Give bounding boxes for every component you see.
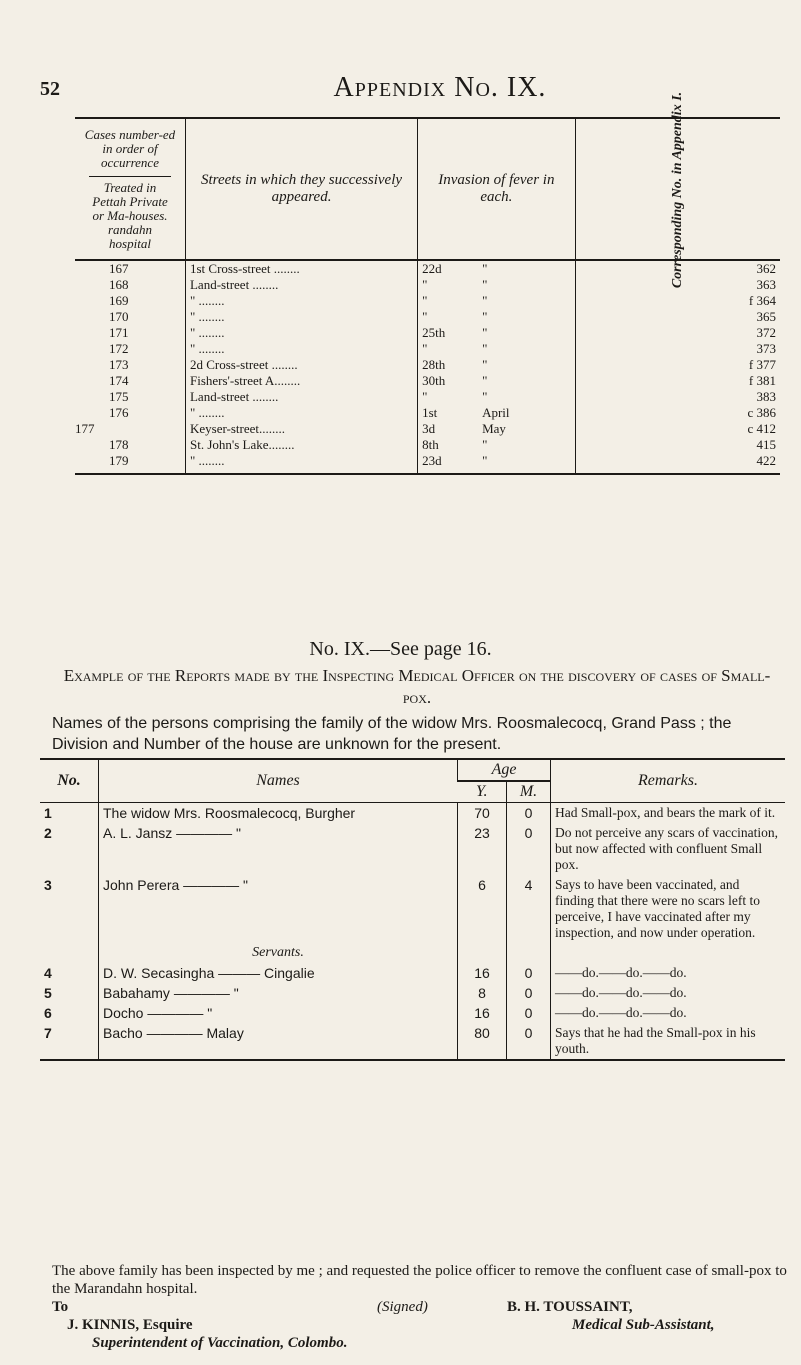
corresponding-cell: 365 [575,309,780,325]
person-number: 7 [40,1023,99,1060]
case-row [75,437,780,453]
invasion-day: " [422,309,428,324]
servants-no-cell [40,943,99,963]
invasion-month: " [482,357,488,372]
corresponding-cell: 363 [575,277,780,293]
caption: No. IX.—See page 16. [309,638,492,660]
invasion-day: 8th [422,437,439,452]
family-table [40,758,785,1061]
months-header: M. [507,781,551,803]
invasion-month: " [482,389,488,404]
invasion-header: Invasion of fever in each. [418,118,576,260]
age-months: 0 [507,1023,551,1060]
invasion-cell [418,373,576,389]
age-years: 16 [458,1003,507,1023]
invasion-cell [418,421,576,437]
street-cell: 2d Cross-street ........ [185,357,417,373]
private-case-number: 177 [75,421,95,436]
corresponding-cell: c 412 [575,421,780,437]
case-number: 169 [109,293,129,308]
invasion-cell [418,357,576,373]
invasion-cell [418,260,576,277]
person-name: D. W. Secasingha ——— Cingalie [99,963,458,983]
cases-header-order: Cases number-ed in order of occurrence [84,126,176,170]
intro-text: Names of the persons comprising the family of the widow Mrs. Roosmalecocq, Grand Pass ; the Division and Number of the house are unknown for the present. [52,715,732,753]
running-title: Appendix No. IX. [333,72,547,103]
signer-title: Medical Sub-Assistant, [572,1317,715,1333]
person-name: Docho ———— " [99,1003,458,1023]
person-number: 2 [44,825,52,841]
case-number-cell [75,421,185,437]
invasion-cell [418,277,576,293]
invasion-cell [418,453,576,474]
invasion-day: 1st [422,405,438,420]
case-row [75,421,780,437]
remarks-header: Remarks. [551,759,786,803]
street-cell: 1st Cross-street ........ [185,260,417,277]
family-row [40,875,785,943]
case-number-cell [75,260,185,277]
corresponding-header-text: Corresponding No. in Appendix I. [669,91,685,288]
no-header: No. [40,759,99,803]
age-years: 16 [458,963,507,983]
remarks: ——do.——do.——do. [551,963,786,983]
page-header [40,70,780,110]
person-number: 3 [44,877,52,893]
corresponding-cell: 362 [575,260,780,277]
signed-label: (Signed) [377,1299,428,1315]
street-cell: Fishers'-street A........ [185,373,417,389]
case-number-cell [75,309,185,325]
case-row [75,373,780,389]
years-header: Y. [458,781,507,803]
footer-text: The above family has been inspected by me ; and requested the police officer to remove the confluent case of small-pox to the Marandahn hospital. [52,1263,787,1297]
cases-table [75,91,780,475]
to-label: To [52,1299,69,1315]
corresponding-cell: 422 [575,453,780,474]
invasion-month: " [482,277,488,292]
servants-y-cell [458,943,507,963]
family-row [40,803,785,824]
invasion-day: 3d [422,421,436,436]
invasion-cell [418,389,576,405]
case-number: 174 [109,373,129,388]
remarks: ——do.——do.——do. [551,983,786,1003]
corresponding-cell: 372 [575,325,780,341]
corresponding-cell: c 386 [575,405,780,421]
corresponding-cell: f 364 [575,293,780,309]
case-number-cell [75,437,185,453]
invasion-month: May [482,421,506,436]
servants-label: Servants. [99,943,458,963]
invasion-month: " [482,341,488,356]
invasion-cell [418,325,576,341]
case-number: 168 [109,277,129,292]
street-cell: Land-street ........ [185,389,417,405]
family-row [40,983,785,1003]
person-name: A. L. Jansz ———— " [99,823,458,875]
age-years: 70 [458,803,507,824]
age-months: 0 [507,963,551,983]
invasion-day: " [422,277,428,292]
invasion-month: " [482,293,488,308]
age-months: 4 [507,875,551,943]
case-row [75,309,780,325]
street-cell: " ........ [185,453,417,474]
case-row [75,325,780,341]
cases-header-treated: Treated in Pettah Private or Ma-houses. randahn hospital [89,176,171,251]
person-name: John Perera ———— " [99,875,458,943]
street-cell: " ........ [185,293,417,309]
invasion-day: " [422,293,428,308]
case-number-cell [75,341,185,357]
invasion-day: 22d [422,261,442,276]
remarks: Says to have been vaccinated, and finding that there were no scars left to perceive, I have vaccinated after my inspection, and now under operation. [551,875,786,943]
case-number: 173 [109,357,129,372]
address-line [52,1316,787,1334]
case-row [75,357,780,373]
names-header: Names [99,759,458,803]
case-number: 178 [109,437,129,452]
street-cell: " ........ [185,309,417,325]
family-row [40,1023,785,1060]
corresponding-cell: 373 [575,341,780,357]
invasion-cell [418,437,576,453]
invasion-month: " [482,437,488,452]
invasion-day: 28th [422,357,446,372]
case-number-cell [75,277,185,293]
addressee-title: Superintendent of Vaccination, Colombo. [92,1335,348,1351]
age-months: 0 [507,1003,551,1023]
page-number: 52 [40,78,60,100]
person-name: Bacho ———— Malay [99,1023,458,1060]
example-title: Example of the Reports made by the Inspecting Medical Officer on the discovery of cases of Small-pox. [63,666,771,707]
person-number: 4 [44,965,52,981]
streets-header: Streets in which they successively appeared. [185,118,417,260]
corresponding-cell: 383 [575,389,780,405]
remarks: ——do.——do.——do. [551,1003,786,1023]
family-row [40,963,785,983]
case-number: 171 [109,325,129,340]
remarks: Had Small-pox, and bears the mark of it. [551,803,786,824]
street-cell: " ........ [185,341,417,357]
case-number: 172 [109,341,129,356]
case-row [75,293,780,309]
age-months: 0 [507,983,551,1003]
cases-header [75,118,185,260]
case-number: 179 [109,453,129,468]
signature-line [52,1298,787,1316]
street-cell: " ........ [185,325,417,341]
case-row [75,389,780,405]
servants-row [40,943,785,963]
invasion-cell [418,293,576,309]
remarks: Do not perceive any scars of vaccination, but now affected with confluent Small pox. [551,823,786,875]
person-number: 1 [44,805,52,821]
age-years: 8 [458,983,507,1003]
age-header: Age [458,759,551,781]
invasion-month: " [482,309,488,324]
street-cell: " ........ [185,405,417,421]
case-number-cell [75,389,185,405]
invasion-month: " [482,325,488,340]
invasion-cell [418,341,576,357]
person-number: 5 [44,985,52,1001]
invasion-month: " [482,261,488,276]
case-number: 170 [109,309,129,324]
invasion-month: " [482,373,488,388]
servants-remarks-cell [551,943,786,963]
age-months: 0 [507,803,551,824]
addressee-name: J. KINNIS, Esquire [67,1317,193,1333]
case-number: 175 [109,389,129,404]
invasion-day: 30th [422,373,446,388]
remarks: Says that he had the Small-pox in his youth. [551,1023,786,1060]
case-row [75,453,780,474]
street-cell: St. John's Lake........ [185,437,417,453]
person-number: 6 [44,1005,52,1021]
street-cell: Land-street ........ [185,277,417,293]
case-row [75,341,780,357]
age-years: 6 [458,875,507,943]
signer-name: B. H. TOUSSAINT, [507,1299,633,1315]
case-row [75,405,780,421]
invasion-cell [418,309,576,325]
person-name: The widow Mrs. Roosmalecocq, Burgher [99,803,458,824]
invasion-day: " [422,341,428,356]
street-cell: Keyser-street........ [185,421,417,437]
age-years: 80 [458,1023,507,1060]
servants-m-cell [507,943,551,963]
invasion-day: 23d [422,453,442,468]
footer [52,1262,787,1352]
family-row [40,823,785,875]
case-number-cell [75,325,185,341]
case-number-cell [75,405,185,421]
invasion-cell [418,405,576,421]
age-years: 23 [458,823,507,875]
corresponding-cell: f 381 [575,373,780,389]
invasion-month: April [482,405,510,420]
case-number: 176 [109,405,129,420]
case-number-cell [75,373,185,389]
case-number: 167 [109,261,129,276]
person-name: Babahamy ———— " [99,983,458,1003]
family-row [40,1003,785,1023]
corresponding-cell: 415 [575,437,780,453]
case-number-cell [75,293,185,309]
case-number-cell [75,453,185,474]
invasion-month: " [482,453,488,468]
corresponding-cell: f 377 [575,357,780,373]
invasion-day: 25th [422,325,446,340]
age-months: 0 [507,823,551,875]
invasion-day: " [422,389,428,404]
case-number-cell [75,357,185,373]
